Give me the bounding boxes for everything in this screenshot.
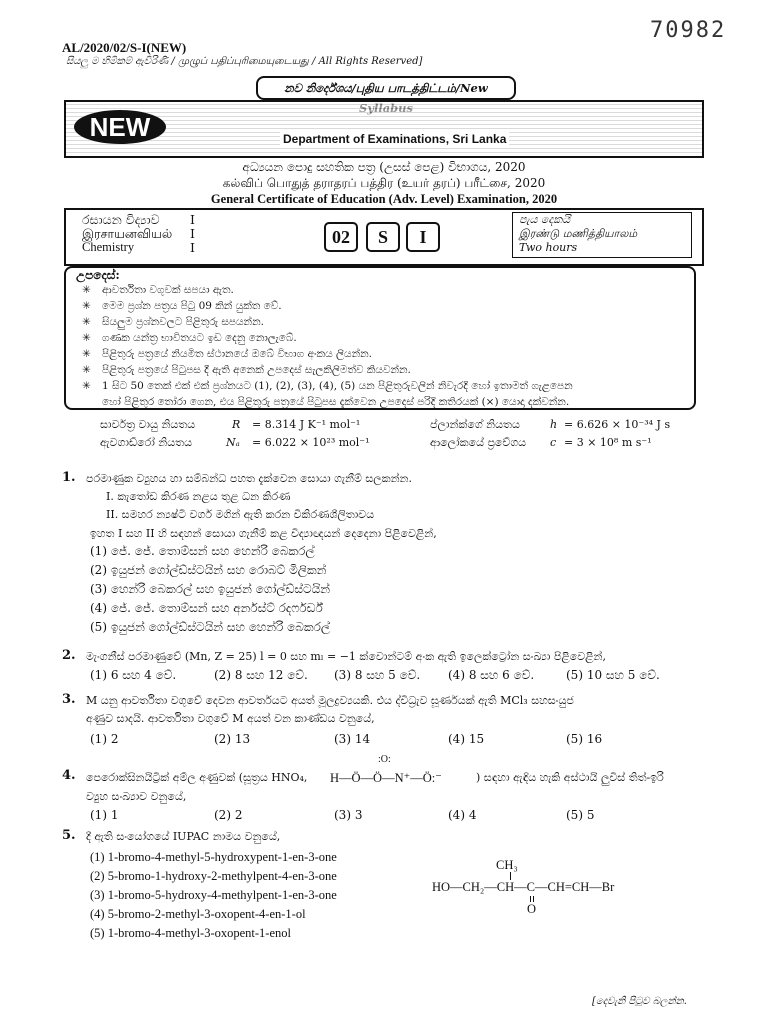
duration-sinhala: පැය දෙකයි: [519, 213, 571, 226]
answer-option: (1) 6 සහ 4 වේ.: [90, 668, 177, 682]
duration-english: Two hours: [519, 241, 578, 254]
answer-option: (1) 2: [90, 732, 119, 746]
question-item: II. සමහර න්‍යෂ්ටි වර්ග මගින් ඇති කරන විකිරණශීලිතාවය: [106, 508, 375, 521]
constant-value: = 3 × 10⁸ m s⁻¹: [564, 436, 652, 449]
question-number: 2.: [62, 648, 76, 663]
answer-option: (2) 13: [214, 732, 251, 746]
code-box: 02: [324, 222, 358, 252]
answer-option: (3) 14: [334, 732, 371, 746]
new-badge: NEW: [74, 110, 166, 144]
constant-label: සාර්වත්‍ර වායු නියතය: [100, 418, 196, 431]
department-name: Department of Examinations, Sri Lanka: [280, 132, 509, 146]
question-stem-end: ) සඳහා ඇඳිය හැකි අස්ථායි ලුවිස් තිත්-ඉරි: [476, 771, 664, 784]
question-stem: පරමාණුක ව්‍යුහය හා සම්බන්ධ පහත දැක්වෙන සොයා ගැනීම් සලකන්න.: [86, 472, 412, 485]
exam-title-tamil: கல்விப் பொதுத் தராதரப் பத்திர (உயர் தரப்) பரீட்சை, 2020: [222, 176, 546, 190]
constant-symbol: h: [550, 418, 558, 431]
answer-option: (2) 2: [214, 808, 243, 822]
structure-bond: [510, 872, 511, 880]
question-number: 4.: [62, 768, 76, 783]
subject-sinhala: රසායන විද්‍යාව: [82, 212, 160, 227]
constant-value: = 6.626 × 10⁻³⁴ J s: [564, 418, 671, 431]
question-stem: M යනු ආවර්තිතා වගුවේ දෙවන ආවර්තයට අයත් මූලද්‍රව්‍යයකි. එය ද්විධ්‍රැව ඝූර්ණයක් ඇති MCl₃ සහසංයුජ: [86, 694, 574, 707]
subject-tamil: இரசாயனவியல்: [82, 226, 173, 241]
constant-label: ඇවගාඩ්රෝ නියතය: [100, 436, 193, 449]
answer-option: (4) ජේ. ජේ. තොම්සන් සහ අර්නස්ට් රදර්ෆර්ඩ්: [90, 601, 323, 615]
instruction-item: ✳ ආවර්තිතා වගුවක් සපයා ඇත.: [82, 284, 234, 296]
question-number: 5.: [62, 828, 76, 843]
constant-label: ප්ලාන්ක්ගේ නියතය: [430, 418, 520, 431]
paper-code: AL/2020/02/S-I(NEW): [62, 40, 187, 55]
answer-option: (5) 16: [566, 732, 603, 746]
instruction-item-cont: හෝ පිළිතුර තෝරා ගෙන, එය පිළිතුරු පත්‍රයේ පිටුපස දැක්වෙන උපදෙස් පරිදි කතිරයක් (×) යොදා දක්වන්න.: [102, 396, 570, 408]
serial-number: 70982: [650, 18, 727, 43]
rights-notice: සියලු ම හිමිකම් ඇවිරිණි / முழுப் பதிப்புரிமையுடையது / All Rights Reserved]: [66, 56, 423, 67]
question-stem: දී ඇති සංයෝගයේ IUPAC නාමය වනුයේ,: [86, 830, 281, 843]
question-stem-cont: ව්‍යුහ සංඛ්‍යාව වනුයේ,: [86, 790, 187, 803]
instruction-item: ✳ පිළිතුරු පත්‍රයේ පිටුපස දී ඇති අනෙක් උපදෙස් සැලකිලිමත්ව කියවන්න.: [82, 364, 411, 376]
question-number: 1.: [62, 470, 76, 485]
code-box: S: [366, 222, 400, 252]
question-lead: ඉහත I සහ II හි සඳහන් සොයා ගැනීම් කළ විද්‍යාඥයන් දෙදෙනා පිළිවෙළින්,: [90, 527, 437, 540]
instruction-item: ✳ 1 සිට 50 තෙක් එක් එක් ප්‍රශ්නයට (1), (2), (3), (4), (5) යන පිළිතුරුවලින් නිවැරදි හෝ ඉතාමත් ගැළපෙන: [82, 380, 573, 392]
duration-box: [512, 212, 692, 258]
subject-part: I: [190, 212, 195, 227]
structure-oxygen: O: [527, 902, 537, 916]
constant-symbol: Nₐ: [226, 436, 240, 449]
answer-option: (3) 8 සහ 5 වේ.: [334, 668, 421, 682]
answer-option: (2) 8 සහ 12 වේ.: [214, 668, 308, 682]
exam-title-sinhala: අධ්‍යයන පොදු සහතික පත්‍ර (උසස් පෙළ) විභාගය, 2020: [242, 160, 526, 174]
question-number: 3.: [62, 692, 76, 707]
lewis-formula: H—Ö—Ö—N⁺—Ö:⁻: [330, 771, 442, 785]
answer-option: (4) 4: [448, 808, 477, 822]
answer-option: (1) 1: [90, 808, 119, 822]
subject-part: I: [190, 240, 195, 255]
constant-value: = 8.314 J K⁻¹ mol⁻¹: [252, 418, 361, 431]
answer-option: (1) ජේ. ජේ. තොම්සන් සහ හෙන්රි බෙකරල්: [90, 544, 315, 558]
subject-part: I: [190, 226, 195, 241]
constant-label: ආලෝකයේ ප්‍රවේගය: [430, 436, 527, 449]
page-footer: [දෙවැනි පිටුව බලන්න.: [592, 996, 687, 1007]
exam-title-english: General Certificate of Education (Adv. Level) Examination, 2020: [210, 192, 558, 206]
instruction-item: ✳ ගණක යන්ත්‍ර භාවිතයට ඉඩ දෙනු නොලැබේ.: [82, 332, 297, 344]
structure-methyl: CH₃: [496, 858, 518, 872]
instruction-item: ✳ මෙම ප්‍රශ්න පත්‍රය පිටු 09 කින් යුක්ත වේ.: [82, 300, 282, 312]
answer-option: (3) 3: [334, 808, 363, 822]
answer-option: (3) හෙන්රි බෙකරල් සහ ඉයුජන් ගෝල්ඩ්ස්ටයින්: [90, 582, 331, 596]
syllabus-label: නව නිර්දේශය/புதிய பாடத்திட்டம்/New: [256, 76, 516, 100]
subject-english: Chemistry: [82, 240, 135, 254]
constant-symbol: c: [550, 436, 557, 449]
instruction-item: ✳ පිළිතුරු පත්‍රයේ නියමිත ස්ථානයේ ඔබේ විභාග අංකය ලියන්න.: [82, 348, 372, 360]
answer-option: (4) 15: [448, 732, 485, 746]
answer-option: (2) 5-bromo-1-hydroxy-2-methylpent-4-en-3-one: [90, 869, 337, 883]
answer-option: (2) ඉයුජන් ගෝල්ඩ්ස්ටයින් සහ රොබට් මිලිකන්: [90, 563, 327, 577]
answer-option: (4) 5-bromo-2-methyl-3-oxopent-4-en-1-ol: [90, 907, 306, 921]
instructions-title: උපදෙස්:: [76, 268, 120, 282]
answer-option: (5) 10 සහ 5 වේ.: [566, 668, 660, 682]
question-stem: මැංගනීස් පරමාණුවේ (Mn, Z = 25) l = 0 සහ mₗ = −1 ක්වොන්ටම් අංක ඇති ඉලෙක්ට්‍රෝන සංඛ්‍යා පිළිවෙළින්,: [86, 650, 606, 663]
question-stem-cont: අණුව සාදයි. ආවර්තිතා වගුවේ M අයත් වන කාණ්ඩය වනුයේ,: [86, 712, 375, 725]
instruction-item: ✳ සියලුම ප්‍රශ්නවලට පිළිතුරු සපයන්න.: [82, 316, 264, 328]
constant-value: = 6.022 × 10²³ mol⁻¹: [252, 436, 370, 449]
question-item: I. කැතෝඩ කිරණ නළය තුළ ධන කිරණ: [106, 490, 291, 503]
code-box: I: [406, 222, 440, 252]
question-stem: පෙරොක්සිනයිට්‍රික් අම්ල අණුවක් (සූත්‍රය HNO₄,: [86, 771, 308, 784]
answer-option: (5) ඉයුජන් ගෝල්ඩ්ස්ටයින් සහ හෙන්රි බෙකරල්: [90, 620, 331, 634]
answer-option: (5) 5: [566, 808, 595, 822]
answer-option: (1) 1-bromo-4-methyl-5-hydroxypent-1-en-3-one: [90, 850, 337, 864]
answer-option: (3) 1-bromo-5-hydroxy-4-methylpent-1-en-3-one: [90, 888, 337, 902]
duration-tamil: இரண்டு மணித்தியாலம்: [519, 227, 638, 240]
structure-main-chain: HO—CH₂—CH—C—CH=CH—Br: [432, 880, 615, 894]
constant-symbol: R: [232, 418, 241, 431]
answer-option: (5) 1-bromo-4-methyl-3-oxopent-1-enol: [90, 926, 291, 940]
answer-option: (4) 8 සහ 6 වේ.: [448, 668, 535, 682]
formula-top-oxygen: :O:: [378, 754, 391, 765]
